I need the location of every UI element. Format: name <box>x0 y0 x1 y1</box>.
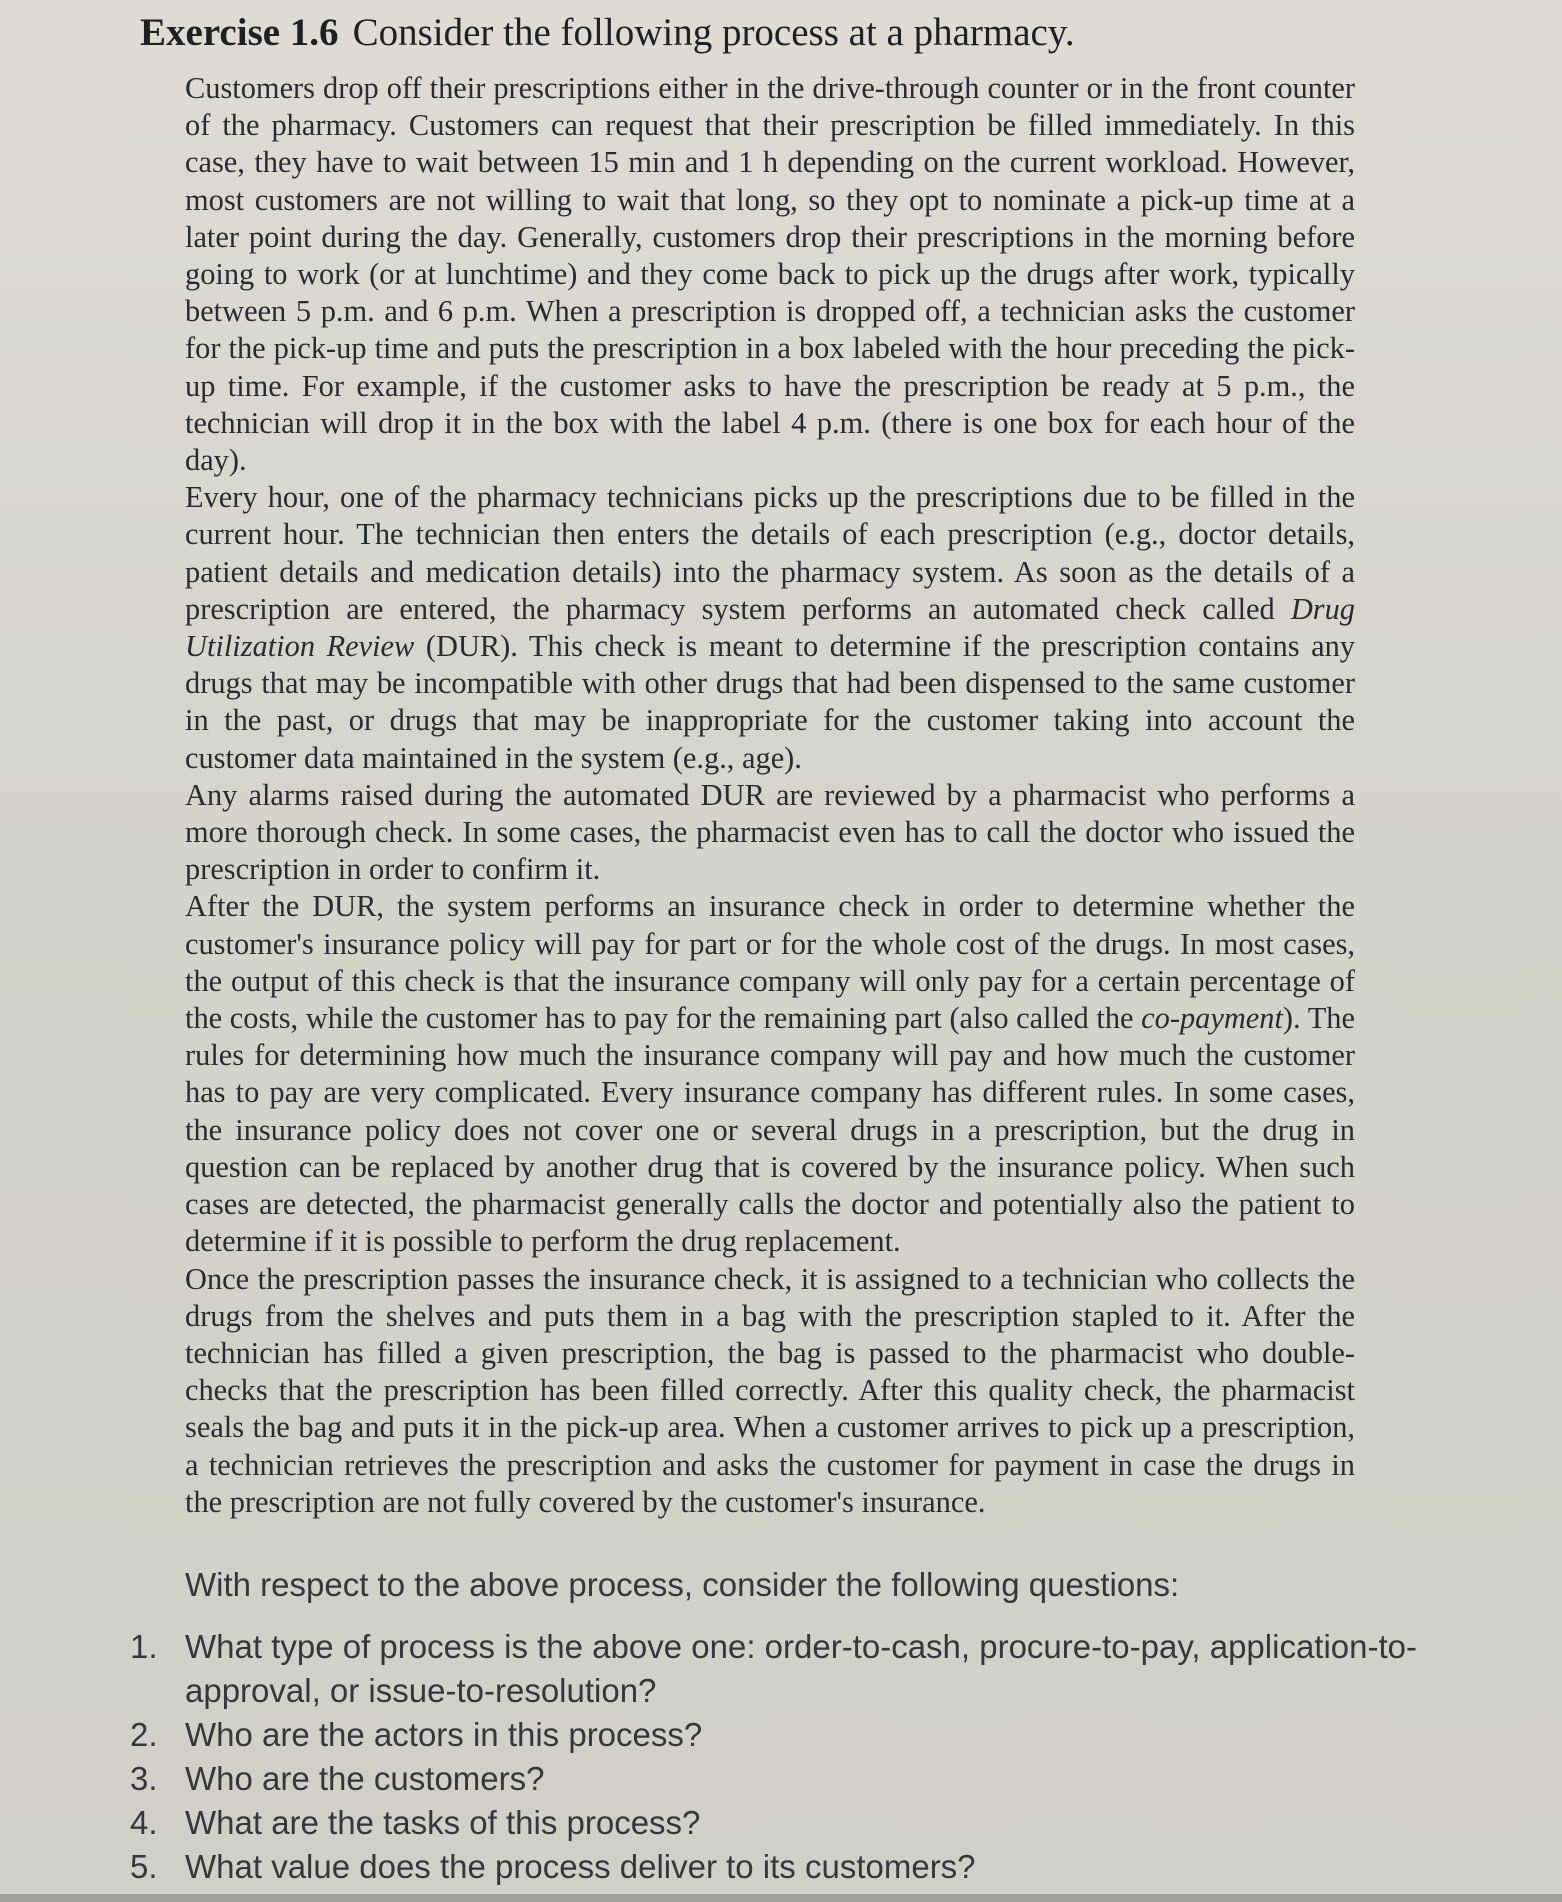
question-number: 2. <box>130 1716 158 1753</box>
paragraph-alarms: Any alarms raised during the automated DUR are reviewed by a pharmacist who performs a more thorough check. In some cases, the pharmacist even has to call the doctor who issued the prescription in order to confirm it. <box>185 777 1355 887</box>
page-bottom-edge <box>0 1894 1562 1902</box>
question-item <box>130 1625 1430 1713</box>
question-text: Who are the actors in this process? <box>185 1716 703 1753</box>
question-list <box>130 1625 1430 1889</box>
exercise-body <box>185 70 1355 1521</box>
paragraph-dur <box>185 479 1355 777</box>
question-number: 5. <box>130 1848 158 1885</box>
question-text: What type of process is the above one: order-to-cash, procure-to-pay, application-to-approval, or issue-to-resolution? <box>185 1628 1418 1709</box>
paragraph-insurance-before: After the DUR, the system performs an insurance check in order to determine whether the customer's insurance policy will pay for part or for the whole cost of the drugs. In most cases, the output of this check is that the insurance company will only pay for a certain percentage of the costs, while the customer has to pay for the remaining part (also called the <box>185 889 1355 1036</box>
question-text: What are the tasks of this process? <box>185 1804 701 1841</box>
exercise-heading <box>140 10 1520 56</box>
question-item <box>130 1801 1430 1845</box>
paragraph-dur-before: Every hour, one of the pharmacy technicians picks up the prescriptions due to be filled in the current hour. The technician then enters the details of each prescription (e.g., doctor details, patient details and medication details) into the pharmacy system. As soon as the details of a prescription are entered, the pharmacy system performs an automated check called <box>185 480 1355 626</box>
term-drug-utilization-review: Drug Utilization Review <box>185 591 1355 664</box>
paragraph-filling: Once the prescription passes the insurance check, it is assigned to a technician who collects the drugs from the shelves and puts them in a bag with the prescription stapled to it. After the technician has filled a given prescription, the bag is passed to the pharmacist who double-checks that the prescription has been filled correctly. After this quality check, the pharmacist seals the bag and puts it in the pick-up area. When a customer arrives to pick up a prescription, a technician retrieves the prescription and asks the customer for payment in case the drugs in the prescription are not fully covered by the customer's insurance. <box>185 1261 1355 1519</box>
question-text: What value does the process deliver to its customers? <box>185 1848 976 1885</box>
exercise-title: Consider the following process at a pharmacy. <box>352 11 1075 54</box>
paragraph-insurance <box>185 888 1355 1260</box>
questions-intro: With respect to the above process, consider the following questions: <box>185 1566 1180 1603</box>
question-item <box>130 1713 1430 1757</box>
exercise-number: Exercise 1.6 <box>140 11 339 54</box>
question-number: 1. <box>130 1628 158 1665</box>
question-item <box>130 1845 1430 1889</box>
question-number: 3. <box>130 1760 158 1797</box>
question-text: Who are the customers? <box>185 1760 545 1797</box>
question-item <box>130 1757 1430 1801</box>
paragraph-dur-after: (DUR). This check is meant to determine if the prescription contains any drugs that may be incompatible with other drugs that had been dispensed to the same customer in the past, or drugs that may be inappropriate for the customer taking into account the customer data maintained in the system (e.g., age). <box>185 629 1355 775</box>
question-number: 4. <box>130 1804 158 1841</box>
paragraph-insurance-after: ). The rules for determining how much the insurance company will pay and how much the customer has to pay are very complicated. Every insurance company has different rules. In some cases, the insurance policy does not cover one or several drugs in a prescription, but the drug in question can be replaced by another drug that is covered by the insurance policy. When such cases are detected, the pharmacist generally calls the doctor and potentially also the patient to determine if it is possible to perform the drug replacement. <box>185 1001 1355 1259</box>
paragraph-drop-off: Customers drop off their prescriptions either in the drive-through counter or in the front counter of the pharmacy. Customers can request that their prescription be filled immediately. In this case, they have to wait between 15 min and 1 h depending on the current workload. However, most customers are not willing to wait that long, so they opt to nominate a pick-up time at a later point during the day. Generally, customers drop their prescriptions in the morning before going to work (or at lunchtime) and they come back to pick up the drugs after work, typically between 5 p.m. and 6 p.m. When a prescription is dropped off, a technician asks the customer for the pick-up time and puts the prescription in a box labeled with the hour preceding the pick-up time. For example, if the customer asks to have the prescription be ready at 5 p.m., the technician will drop it in the box with the label 4 p.m. (there is one box for each hour of the day). <box>185 71 1355 478</box>
term-co-payment: co-payment <box>1141 1001 1283 1036</box>
